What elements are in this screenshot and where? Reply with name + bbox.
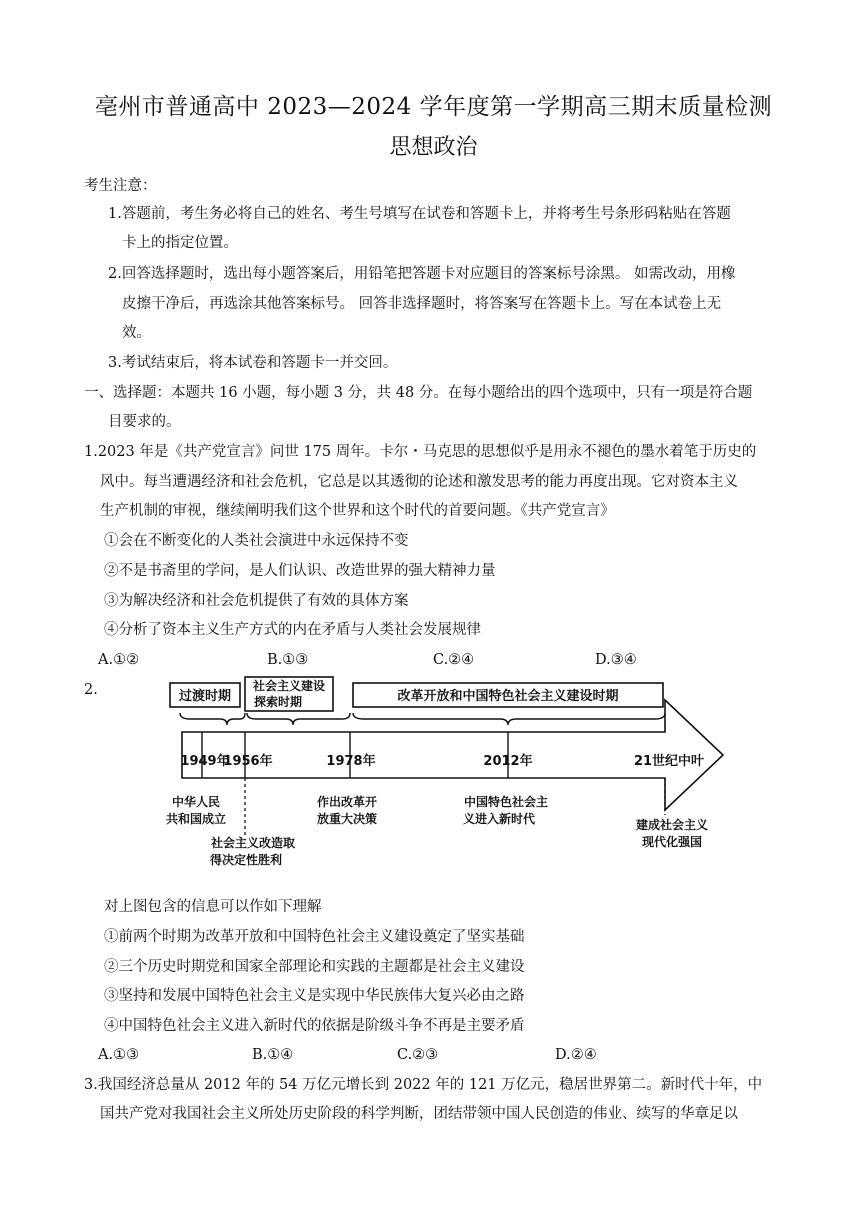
year-label: 2012年 bbox=[483, 754, 533, 769]
q2-number: 2. bbox=[84, 682, 98, 698]
event-label: 作出改革开 bbox=[316, 795, 378, 809]
event-label: 得决定性胜利 bbox=[209, 853, 283, 867]
q1-statement: ①会在不断变化的人类社会演进中永远保持不变 bbox=[104, 533, 409, 549]
period-label: 过渡时期 bbox=[178, 689, 232, 704]
event-label: 放重大决策 bbox=[316, 812, 378, 826]
period-label: 社会主义建设 bbox=[252, 679, 326, 693]
q1-option-d[interactable]: D.③④ bbox=[595, 652, 637, 668]
notice-item: 效。 bbox=[122, 325, 151, 341]
notice-item: 1.答题前，考生务必将自己的姓名、考生号填写在试卷和答题卡上，并将考生号条形码粘贴在答题 bbox=[108, 206, 731, 222]
event-label: 共和国成立 bbox=[165, 812, 227, 826]
q1-stem-line: 生产机制的审视，继续阐明我们这个世界和这个时代的首要问题。《共产党宣言》 bbox=[100, 503, 615, 519]
section-heading: 一、选择题：本题共 16 小题，每小题 3 分，共 48 分。在每小题给出的四个选项中，只有一项是符合题 bbox=[84, 385, 753, 401]
q1-stem-line: 1.2023 年是《共产党宣言》问世 175 周年。卡尔・马克思的思想似乎是用永不褪色的墨水着笔于历史的 bbox=[84, 444, 757, 460]
year-label: 21世纪中叶 bbox=[633, 754, 705, 769]
notice-item: 皮擦干净后，再选涂其他答案标号。 回答非选择题时，将答案写在答题卡上。写在本试卷上无 bbox=[122, 296, 722, 312]
q1-option-c[interactable]: C.②④ bbox=[433, 652, 475, 668]
period-brace bbox=[247, 713, 350, 725]
event-label: 中华人民 bbox=[171, 795, 221, 809]
q3-stem-line: 国共产党对我国社会主义所处历史阶段的科学判断，团结带领中国人民创造的伟业、续写的华章足以 bbox=[100, 1106, 738, 1122]
event-label: 现代化强国 bbox=[641, 835, 703, 849]
period-label: 探索时期 bbox=[253, 695, 303, 709]
event-label: 中国特色社会主 bbox=[463, 795, 549, 809]
q1-stem-line: 风中。每当遭遇经济和社会危机，它总是以其透彻的论述和激发思考的能力再度出现。它对资本主义 bbox=[100, 474, 738, 490]
event-label: 义进入新时代 bbox=[462, 812, 536, 826]
period-label: 改革开放和中国特色社会主义建设时期 bbox=[397, 689, 619, 704]
q2-option-a[interactable]: A.①③ bbox=[98, 1047, 140, 1063]
q2-statement: ②三个历史时期党和国家全部理论和实践的主题都是社会主义建设 bbox=[104, 959, 525, 975]
period-brace bbox=[180, 713, 245, 725]
notice-item: 3.考试结束后，将本试卷和答题卡一并交回。 bbox=[108, 355, 398, 371]
event-label: 建成社会主义 bbox=[635, 818, 709, 832]
notice-item: 卡上的指定位置。 bbox=[122, 235, 238, 251]
q2-statement: ①前两个时期为改革开放和中国特色社会主义建设奠定了坚实基础 bbox=[104, 929, 525, 945]
history-timeline bbox=[150, 675, 730, 880]
q2-option-b[interactable]: B.①④ bbox=[252, 1047, 294, 1063]
notice-item: 2.回答选择题时，选出每小题答案后，用铅笔把答题卡对应题目的答案标号涂黑。 如需改动，用橡 bbox=[108, 266, 736, 282]
q2-option-c[interactable]: C.②③ bbox=[397, 1047, 439, 1063]
year-label: 1956年 bbox=[223, 754, 273, 769]
exam-title: 亳州市普通高中 2023—2024 学年度第一学期高三期末质量检测 bbox=[94, 94, 773, 120]
year-label: 1949年 bbox=[180, 754, 230, 769]
q1-statement: ④分析了资本主义生产方式的内在矛盾与人类社会发展规律 bbox=[104, 622, 481, 638]
period-brace bbox=[353, 713, 665, 725]
subject-title: 思想政治 bbox=[389, 135, 478, 160]
event-label: 社会主义改造取 bbox=[210, 836, 296, 850]
q1-statement: ③为解决经济和社会危机提供了有效的具体方案 bbox=[104, 593, 409, 609]
year-label: 1978年 bbox=[326, 754, 376, 769]
q3-stem-line: 3.我国经济总量从 2012 年的 54 万亿元增长到 2022 年的 121 万亿元，稳居世界第二。新时代十年，中 bbox=[84, 1077, 763, 1093]
q2-statement: ④中国特色社会主义进入新时代的依据是阶级斗争不再是主要矛盾 bbox=[104, 1018, 525, 1034]
notice-label: 考生注意： bbox=[84, 178, 157, 194]
section-heading-cont: 目要求的。 bbox=[108, 414, 181, 430]
q2-stem: 对上图包含的信息可以作如下理解 bbox=[104, 899, 322, 915]
q1-statement: ②不是书斋里的学问，是人们认识、改造世界的强大精神力量 bbox=[104, 563, 496, 579]
q1-option-a[interactable]: A.①② bbox=[98, 652, 140, 668]
q2-statement: ③坚持和发展中国特色社会主义是实现中华民族伟大复兴必由之路 bbox=[104, 988, 525, 1004]
q2-option-d[interactable]: D.②④ bbox=[555, 1047, 597, 1063]
q1-option-b[interactable]: B.①③ bbox=[267, 652, 309, 668]
